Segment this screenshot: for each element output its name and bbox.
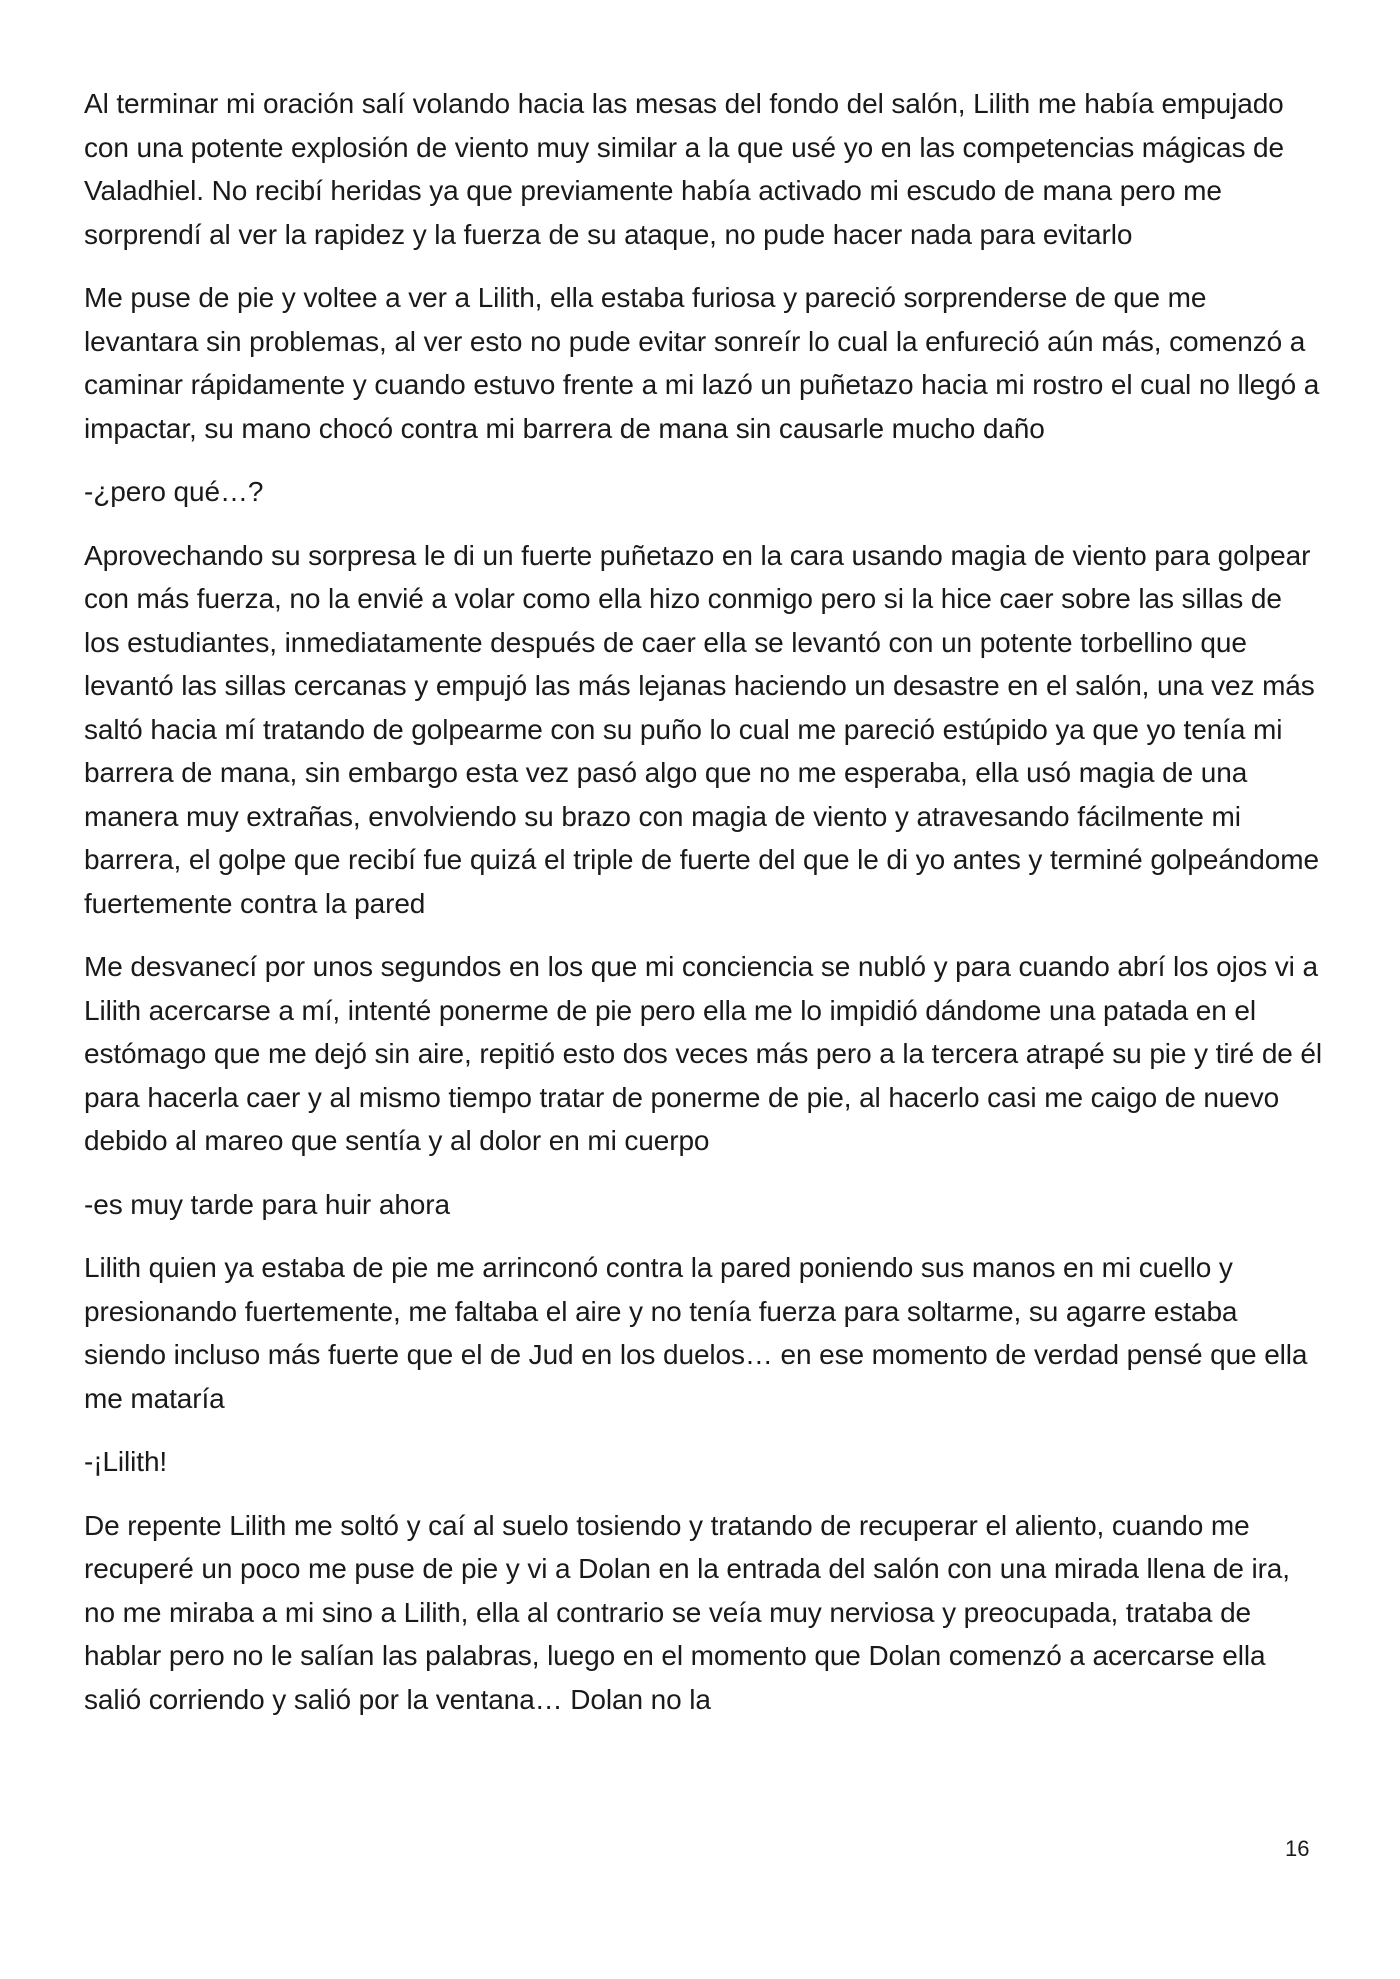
dialogue-line-2: -es muy tarde para huir ahora [84, 1188, 450, 1220]
paragraph-1: Al terminar mi oración salí volando hacia las mesas del fondo del salón, Lilith me había empujado con una potente explosión de viento muy similar a la que usé yo en las competencias mágicas de Valadhiel. No recibí heridas ya que previamente había activado mi escudo de mana pero me sorprendí al ver la rapidez y la fuerza de su ataque, no pude hacer nada para evitarlo [84, 88, 1284, 250]
paragraph-6: De repente Lilith me soltó y caí al suelo tosiendo y tratando de recuperar el aliento, cuando me recuperé un poco me puse de pie y vi a Dolan en la entrada del salón con una mirada llena de ira, no me miraba a mi sino a Lilith, ella al contrario se veía muy nerviosa y preocupada, trataba de hablar pero no le salían las palabras, luego en el momento que Dolan comenzó a acercarse ella salió corriendo y salió por la ventana… Dolan no la [84, 1509, 1290, 1715]
paragraph-5: Lilith quien ya estaba de pie me arrinconó contra la pared poniendo sus manos en mi cuello y presionando fuertemente, me faltaba el aire y no tenía fuerza para soltarme, su agarre estaba siendo incluso más fuerte que el de Jud en los duelos… en ese momento de verdad pensé que ella me mataría [84, 1252, 1308, 1414]
page-body [84, 82, 1324, 1741]
dialogue-line-3: -¡Lilith! [84, 1446, 168, 1477]
paragraph-2: Me puse de pie y voltee a ver a Lilith, ella estaba furiosa y pareció sorprenderse de que me levantara sin problemas, al ver esto no pude evitar sonreír lo cual la enfureció aún más, comenzó a caminar rápidamente y cuando estuvo frente a mi lazó un puñetazo hacia mi rostro el cual no llegó a impactar, su mano chocó contra mi barrera de mana sin causarle mucho daño [84, 282, 1320, 444]
paragraph-3: Aprovechando su sorpresa le di un fuerte puñetazo en la cara usando magia de viento para golpear con más fuerza, no la envié a volar como ella hizo conmigo pero si la hice caer sobre las sillas de los estudiantes, inmediatamente después de caer ella se levantó con un potente torbellino que levantó las sillas cercanas y empujó las más lejanas haciendo un desastre en el salón, una vez más saltó hacia mí tratando de golpearme con su puño lo cual me pareció estúpido ya que yo tenía mi barrera de mana, sin embargo esta vez pasó algo que no me esperaba, ella usó magia de una manera muy extrañas, envolviendo su brazo con magia de viento y atravesando fácilmente mi barrera, el golpe que recibí fue quizá el triple de fuerte del que le di yo antes y terminé golpeándome fuertemente contra la pared [84, 539, 1319, 919]
paragraph-4: Me desvanecí por unos segundos en los que mi conciencia se nubló y para cuando abrí los ojos vi a Lilith acercarse a mí, intenté ponerme de pie pero ella me lo impidió dándome una patada en el estómago que me dejó sin aire, repitió esto dos veces más pero a la tercera atrapé su pie y tiré de él para hacerla caer y al mismo tiempo tratar de ponerme de pie, al hacerlo casi me caigo de nuevo debido al mareo que sentía y al dolor en mi cuerpo [84, 951, 1323, 1156]
dialogue-line-1: -¿pero qué…? [84, 476, 264, 507]
page-number: 16 [1285, 1836, 1310, 1861]
